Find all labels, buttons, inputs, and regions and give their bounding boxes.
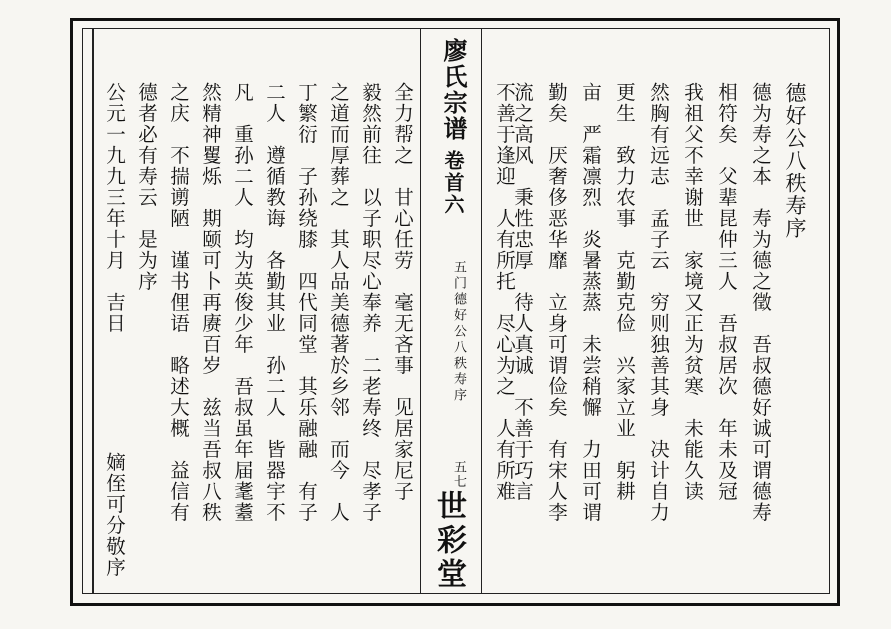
center-page-number: 五七 [451,460,466,489]
text-column: 丁繁衍 子孙绕膝 四代同堂 其乐融融 有子 [295,82,318,523]
text-column: 流之高风 秉性忠厚 待人真诚 不善于巧言 [511,82,534,502]
text-column: 然精神矍烁 期颐可卜再赓百岁 兹当吾叔八秩 [199,82,222,523]
text-column: 更生 致力农事 克勤克俭 兴家立业 躬耕 [613,82,636,502]
center-juan: 卷首六 [441,150,465,216]
text-column: 之庆 不揣谫陋 谨书俚语 略述大概 益信有 [167,82,190,523]
text-column: 二人 遵循教诲 各勤其业 孙二人 皆器宇不 [263,82,286,523]
left-margin-rule [92,28,94,594]
text-column-heading: 德好公八秩寿序 [783,82,807,240]
text-column: 我祖父不幸谢世 家境又正为贫寒 未能久读 [681,82,704,502]
text-column: 之道而厚葬之 其人品美德著於乡邻 而今 人 [327,82,350,523]
text-column: 德为寿之本 寿为德之徵 吾叔德好诚可谓德寿 [749,82,772,523]
text-column: 勤矣 厌奢侈恶华靡 立身可谓俭矣 有宋人李 [545,82,568,523]
text-column: 凡 重孙二人 均为英俊少年 吾叔虽年届耄耋 [231,82,254,523]
text-column: 相符矣 父辈昆仲三人 吾叔居次 年未及冠 [715,82,738,502]
text-column: 亩 严霜凛烈 炎暑蒸蒸 未尝稍懈 力田可谓 [579,82,602,523]
center-hall-name: 世彩堂 [431,490,466,592]
signature-column: 嫡侄可分敬序 [103,452,126,578]
date-column: 公元一九九三年十月 吉日 [103,82,126,334]
center-subtitle: 五门德好公八秩寿序 [451,260,466,404]
text-column: 不善于逢迎 人有所托 尽心为之 人有所难 [493,82,516,502]
center-title: 廖氏宗谱 [439,38,468,142]
text-column: 毅然前往 以子职尽心奉养 二老寿终 尽孝子 [359,82,382,523]
text-column: 全力帮之 甘心任劳 毫无吝事 见居家尼子 [391,82,414,502]
text-column: 然胸有远志 孟子云 穷则独善其身 决计自力 [647,82,670,523]
text-column: 德者必有寿云 是为序 [135,82,158,292]
